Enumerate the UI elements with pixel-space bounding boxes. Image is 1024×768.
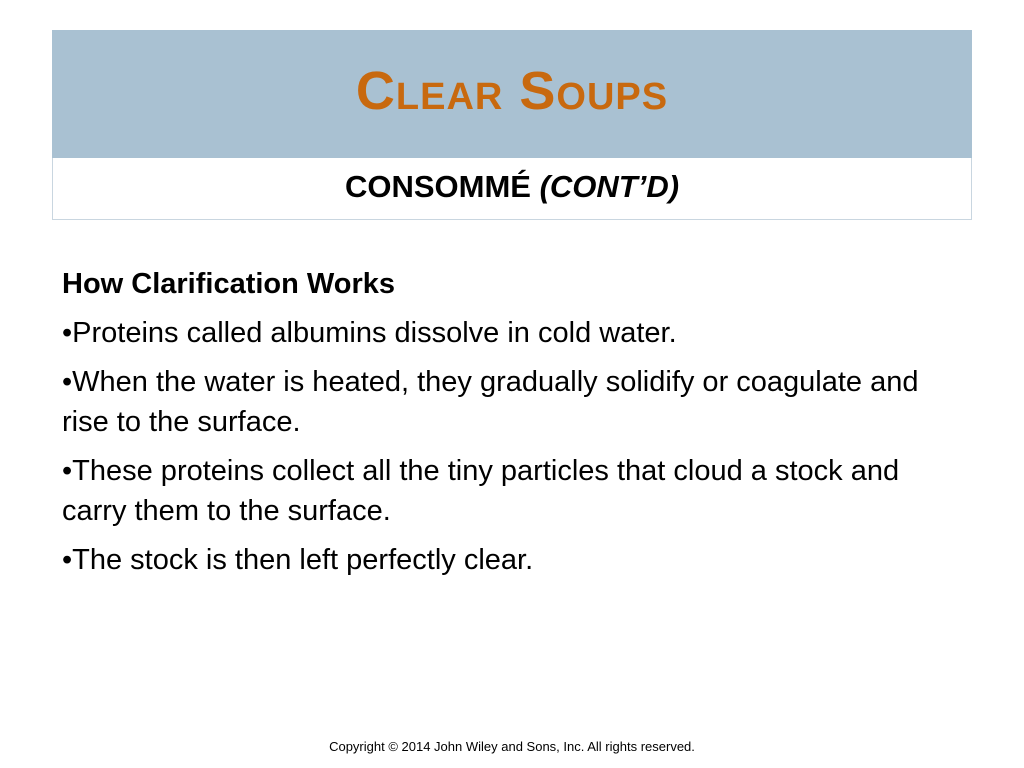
section-heading: How Clarification Works [62,268,396,300]
slide-title: Clear Soups [355,61,669,121]
subtitle-main: CONSOMMÉ [344,168,531,204]
subtitle-box [52,158,972,220]
subtitle-italic: (CONT’D) [539,168,680,204]
copyright-footer: Copyright © 2014 John Wiley and Sons, Inc. All rights reserved. [329,739,695,754]
bullet-item: •When the water is heated, they gradually solidify or coagulate and rise to the surface. [62,366,919,438]
slide-body [62,264,942,589]
bullet-item: •The stock is then left perfectly clear. [62,544,534,576]
slide-subtitle [345,169,679,205]
title-band [52,30,972,158]
bullet-item: •Proteins called albumins dissolve in cold water. [62,317,677,349]
bullet-item: •These proteins collect all the tiny particles that cloud a stock and carry them to the surface. [62,455,900,527]
